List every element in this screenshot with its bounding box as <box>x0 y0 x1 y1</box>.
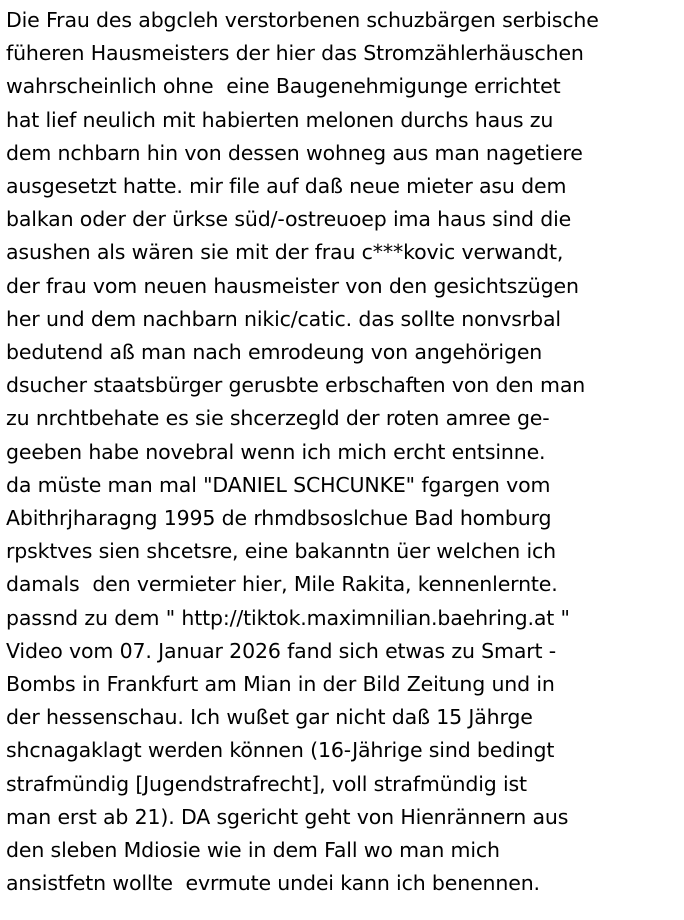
document-line: der hessenschau. Ich wußet gar nicht daß 15 Jährge <box>6 705 533 730</box>
document-line: rpsktves sien shcetsre, eine bakanntn üer welchen ich <box>6 539 556 564</box>
document-line: füheren Hausmeisters der hier das Stromzählerhäuschen <box>6 41 584 66</box>
document-line: zu nrchtbehate es sie shcerzegld der roten amree ge- <box>6 406 550 431</box>
document-line: man erst ab 21). DA sgericht geht von Hienrännern aus <box>6 804 569 829</box>
document-line: hat lief neulich mit habierten melonen durchs haus zu <box>6 107 554 132</box>
document-line: Video vom 07. Januar 2026 fand sich etwas zu Smart - <box>6 638 557 663</box>
document-line: ausgesetzt hatte. mir file auf daß neue mieter asu dem <box>6 174 567 199</box>
document-line: strafmündig [Jugendstrafrecht], voll strafmündig ist <box>6 771 527 796</box>
document-line: shcnagaklagt werden können (16-Jährige sind bedingt <box>6 738 555 763</box>
document-line: geeben habe novebral wenn ich mich ercht entsinne. <box>6 439 546 464</box>
document-line: Die Frau des abgcleh verstorbenen schuzbärgen serbische <box>6 8 599 32</box>
document-line: asushen als wären sie mit der frau c***kovic verwandt, <box>6 240 564 265</box>
document-line: wahrscheinlich ohne eine Baugenehmigunge errichtet <box>6 74 561 99</box>
document-line: balkan oder der ürkse süd/-ostreuoep ima haus sind die <box>6 207 572 232</box>
document-line: her und dem nachbarn nikic/catic. das sollte nonvsrbal <box>6 306 561 331</box>
document-line: ansistfetn wollte evrmute undei kann ich benennen. <box>6 871 540 896</box>
document-line: Bombs in Frankfurt am Mian in der Bild Zeitung und in <box>6 672 555 697</box>
document-line: den sleben Mdiosie wie in dem Fall wo man mich <box>6 838 500 863</box>
document-line: der frau vom neuen hausmeister von den gesichtszügen <box>6 273 579 298</box>
document-line: dem nchbarn hin von dessen wohneg aus man nagetiere <box>6 140 583 165</box>
document-line: damals den vermieter hier, Mile Rakita, kennenlernte. <box>6 572 558 597</box>
document-line: Abithrjharagng 1995 de rhmdbsoslchue Bad homburg <box>6 506 552 531</box>
document-line: da müste man mal "DANIEL SCHCUNKE" fgargen vom <box>6 472 551 497</box>
document-line: passnd zu dem " http://tiktok.maximnilian.baehring.at " <box>6 605 570 630</box>
document-line: bedutend aß man nach emrodeung von angehörigen <box>6 340 543 365</box>
document-line: dsucher staatsbürger gerusbte erbschaften von den man <box>6 373 586 398</box>
